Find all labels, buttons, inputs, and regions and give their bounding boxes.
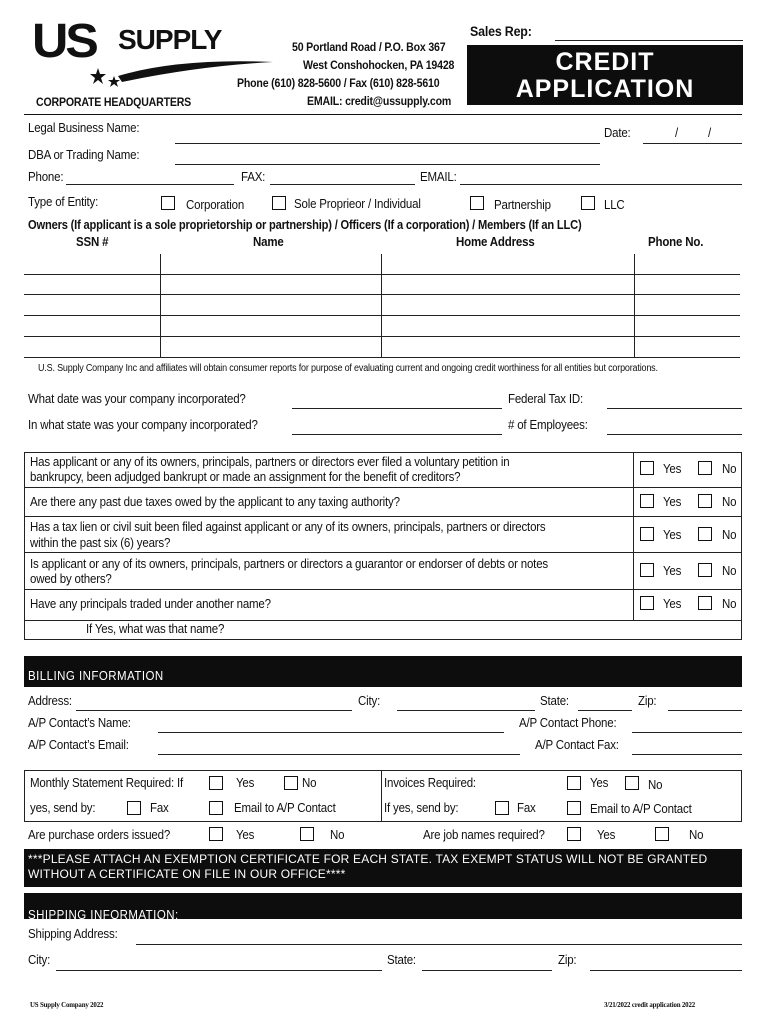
phone-field[interactable] <box>66 184 234 185</box>
owners-col-divider <box>160 254 161 358</box>
statement-email-checkbox[interactable] <box>209 801 223 815</box>
q3-no-checkbox[interactable] <box>698 527 712 541</box>
no-label: No <box>722 528 737 542</box>
date-sep-1: / <box>675 126 679 140</box>
no-label: No <box>722 462 737 476</box>
inc-state-label: In what state was your company incorporated? <box>28 418 258 432</box>
date-field[interactable] <box>643 143 742 144</box>
owners-row-line[interactable] <box>24 336 740 337</box>
billing-address-field[interactable] <box>76 710 352 711</box>
consumer-report-notice: U.S. Supply Company Inc and affiliates will obtain consumer reports for purpose of evaluating current and ongoing credit worthiness for all entities but corporations. <box>38 363 658 374</box>
company-address-line1: 50 Portland Road / P.O. Box 367 <box>292 42 446 54</box>
q1-yes-checkbox[interactable] <box>640 461 654 475</box>
shipping-address-label: Shipping Address: <box>28 927 118 941</box>
shipping-title: SHIPPING INFORMATION: <box>28 908 179 922</box>
questions-row-divider <box>25 552 741 553</box>
question-text: Has applicant or any of its owners, principals, partners or directors ever filed a voluntary petition in <box>30 455 510 469</box>
po-issued-label: Are purchase orders issued? <box>28 828 171 842</box>
billing-city-label: City: <box>358 694 381 708</box>
yes-label: Yes <box>236 776 255 790</box>
invoices-no-checkbox[interactable] <box>625 776 639 790</box>
shipping-zip-label: Zip: <box>558 953 577 967</box>
statement-email-label: Email to A/P Contact <box>234 801 336 815</box>
billing-city-field[interactable] <box>397 710 535 711</box>
invoices-email-checkbox[interactable] <box>567 801 581 815</box>
inc-date-label: What date was your company incorporated? <box>28 392 246 406</box>
employees-label: # of Employees: <box>508 418 588 432</box>
ap-name-label: A/P Contact’s Name: <box>28 716 131 730</box>
email-field[interactable] <box>460 184 742 185</box>
owners-row-line[interactable] <box>24 315 740 316</box>
q3-yes-checkbox[interactable] <box>640 527 654 541</box>
job-names-label: Are job names required? <box>423 828 545 842</box>
invoices-send-by-label: If yes, send by: <box>384 801 459 815</box>
question-text: Are there any past due taxes owed by the applicant to any taxing authority? <box>30 495 400 509</box>
question-text: Have any principals traded under another name? <box>30 597 271 611</box>
question-text: Is applicant or any of its owners, principals, partners or directors a guarantor or endorser of debts or notes <box>30 557 548 571</box>
q2-no-checkbox[interactable] <box>698 494 712 508</box>
q5-yes-checkbox[interactable] <box>640 596 654 610</box>
sales-rep-field[interactable] <box>555 40 743 41</box>
invoices-fax-checkbox[interactable] <box>495 801 509 815</box>
ap-email-label: A/P Contact’s Email: <box>28 738 129 752</box>
yes-label: Yes <box>663 564 682 578</box>
owners-col-phone: Phone No. <box>648 235 704 249</box>
yes-label: Yes <box>663 528 682 542</box>
exemption-notice: ***PLEASE ATTACH AN EXEMPTION CERTIFICATE FOR EACH STATE. TAX EXEMPT STATUS WILL NOT BE GRANTED WITHOUT A CERTIFICATE ON FILE IN OUR OFFICE**** <box>28 852 708 881</box>
billing-state-label: State: <box>540 694 569 708</box>
yes-label: Yes <box>590 776 609 790</box>
no-label: No <box>648 778 663 792</box>
sales-rep-label: Sales Rep: <box>470 24 532 39</box>
employees-field[interactable] <box>607 434 742 435</box>
monthly-no-checkbox[interactable] <box>284 776 298 790</box>
other-name-label: If Yes, what was that name? <box>86 622 225 636</box>
company-address-line2: West Conshohocken, PA 19428 <box>303 60 455 72</box>
monthly-yes-checkbox[interactable] <box>209 776 223 790</box>
invoices-yes-checkbox[interactable] <box>567 776 581 790</box>
shipping-address-field[interactable] <box>136 944 742 945</box>
q5-no-checkbox[interactable] <box>698 596 712 610</box>
entity-sole-checkbox[interactable] <box>272 196 286 210</box>
owners-heading: Owners (If applicant is a sole proprietorship or partnership) / Officers (If a corporation) / Members (If an LLC) <box>28 218 582 232</box>
fax-field[interactable] <box>270 184 415 185</box>
question-text: within the past six (6) years? <box>30 536 171 550</box>
ap-fax-field[interactable] <box>632 754 742 755</box>
phone-label: Phone: <box>28 170 64 184</box>
legal-name-label: Legal Business Name: <box>28 121 140 135</box>
footer-left: US Supply Company 2022 <box>30 1000 104 1009</box>
invoices-required-label: Invoices Required: <box>384 776 476 790</box>
logo-us: US <box>32 15 96 68</box>
billing-zip-field[interactable] <box>668 710 742 711</box>
yes-label: Yes <box>597 828 616 842</box>
inc-state-field[interactable] <box>292 434 502 435</box>
po-yes-checkbox[interactable] <box>209 827 223 841</box>
job-no-checkbox[interactable] <box>655 827 669 841</box>
inc-date-field[interactable] <box>292 408 502 409</box>
billing-address-label: Address: <box>28 694 72 708</box>
date-sep-2: / <box>708 126 712 140</box>
yes-label: Yes <box>663 495 682 509</box>
shipping-state-label: State: <box>387 953 416 967</box>
entity-corporation-label: Corporation <box>186 198 245 212</box>
owners-col-name: Name <box>253 235 284 249</box>
question-text: Has a tax lien or civil suit been filed against applicant or any of its owners, principals, partners or directors <box>30 520 546 534</box>
yes-label: Yes <box>236 828 255 842</box>
ap-email-field[interactable] <box>158 754 520 755</box>
owners-col-divider <box>381 254 382 358</box>
title-box <box>467 45 743 105</box>
po-no-checkbox[interactable] <box>300 827 314 841</box>
no-label: No <box>330 828 345 842</box>
shipping-zip-field[interactable] <box>590 970 742 971</box>
q2-yes-checkbox[interactable] <box>640 494 654 508</box>
legal-name-field[interactable] <box>175 143 600 144</box>
entity-partnership-checkbox[interactable] <box>470 196 484 210</box>
questions-col-divider <box>633 453 634 620</box>
statement-fax-label: Fax <box>150 801 169 815</box>
header-divider <box>24 114 742 115</box>
question-text: owed by others? <box>30 572 112 586</box>
dba-field[interactable] <box>175 164 600 165</box>
owners-row-line[interactable] <box>24 357 740 358</box>
entity-llc-label: LLC <box>604 198 625 212</box>
tax-id-label: Federal Tax ID: <box>508 392 584 406</box>
title-credit: CREDIT <box>555 48 655 76</box>
delivery-col-divider <box>381 771 382 821</box>
q4-no-checkbox[interactable] <box>698 563 712 577</box>
questions-row-divider <box>25 516 741 517</box>
yes-label: Yes <box>663 462 682 476</box>
yes-label: Yes <box>663 597 682 611</box>
no-label: No <box>302 776 317 790</box>
owners-col-address: Home Address <box>456 235 535 249</box>
dba-label: DBA or Trading Name: <box>28 148 140 162</box>
no-label: No <box>722 495 737 509</box>
entity-type-label: Type of Entity: <box>28 195 99 209</box>
questions-row-divider <box>25 620 741 621</box>
ap-phone-field[interactable] <box>632 732 742 733</box>
billing-title: BILLING INFORMATION <box>28 669 164 683</box>
billing-state-field[interactable] <box>578 710 632 711</box>
shipping-city-field[interactable] <box>56 970 382 971</box>
questions-row-divider <box>25 487 741 488</box>
email-label: EMAIL: <box>420 170 457 184</box>
invoices-fax-label: Fax <box>517 801 536 815</box>
shipping-bar <box>24 893 742 922</box>
no-label: No <box>722 564 737 578</box>
no-label: No <box>689 828 704 842</box>
statement-send-by-label: yes, send by: <box>30 801 96 815</box>
q1-no-checkbox[interactable] <box>698 461 712 475</box>
billing-bar <box>24 656 742 687</box>
questions-row-divider <box>25 589 741 590</box>
owners-col-ssn: SSN # <box>76 235 109 249</box>
invoices-email-label: Email to A/P Contact <box>590 802 692 816</box>
q4-yes-checkbox[interactable] <box>640 563 654 577</box>
company-email: EMAIL: credit@ussupply.com <box>307 96 452 108</box>
ap-name-field[interactable] <box>158 732 504 733</box>
title-application: APPLICATION <box>515 75 695 103</box>
statement-fax-checkbox[interactable] <box>127 801 141 815</box>
tax-id-field[interactable] <box>607 408 742 409</box>
footer-right: 3/21/2022 credit application 2022 <box>604 1000 695 1009</box>
no-label: No <box>722 597 737 611</box>
owners-row-line[interactable] <box>24 274 740 275</box>
job-yes-checkbox[interactable] <box>567 827 581 841</box>
owners-table <box>24 254 742 358</box>
logo-supply: SUPPLY <box>118 24 222 55</box>
hq-label: CORPORATE HEADQUARTERS <box>36 97 192 109</box>
owners-row-line[interactable] <box>24 294 740 295</box>
monthly-statement-label: Monthly Statement Required: If <box>30 776 184 790</box>
entity-llc-checkbox[interactable] <box>581 196 595 210</box>
question-text: bankrupcy, been adjudged bankrupt or made an assignment for the benefit of creditors? <box>30 470 461 484</box>
date-label: Date: <box>604 126 631 140</box>
exemption-bar <box>24 849 742 887</box>
company-phone-fax: Phone (610) 828-5600 / Fax (610) 828-5610 <box>237 78 440 90</box>
ap-fax-label: A/P Contact Fax: <box>535 738 619 752</box>
billing-zip-label: Zip: <box>638 694 657 708</box>
entity-sole-label: Sole Proprieor / Individual <box>294 197 421 211</box>
shipping-state-field[interactable] <box>422 970 552 971</box>
entity-corporation-checkbox[interactable] <box>161 196 175 210</box>
owners-col-divider <box>634 254 635 358</box>
entity-partnership-label: Partnership <box>494 198 551 212</box>
ap-phone-label: A/P Contact Phone: <box>519 716 617 730</box>
shipping-city-label: City: <box>28 953 51 967</box>
fax-label: FAX: <box>241 170 266 184</box>
